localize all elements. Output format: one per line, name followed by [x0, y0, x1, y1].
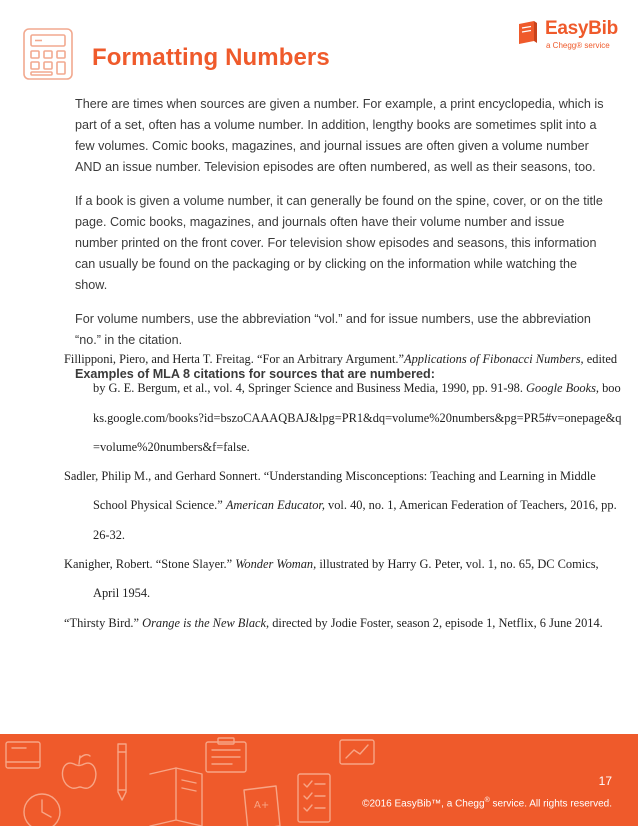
clock-icon: [24, 794, 60, 826]
brand-tagline: a Chegg® service: [546, 41, 610, 50]
calculator-icon: [20, 26, 76, 82]
easybib-book-logo-icon: [516, 20, 540, 46]
citation-title: Orange is the New Black,: [142, 615, 270, 630]
citation-text: Fillipponi, Piero, and Herta T. Freitag. “For an Arbitrary Argument.”: [64, 352, 404, 366]
citation-text: vol. 40, no. 1, American Federation of Teachers, 2016, pp. 26-32.: [93, 498, 617, 542]
tablet-icon: [6, 742, 40, 768]
citation-text: illustrated by Harry G. Peter, vol. 1, no. 65, DC Comics, April 1954.: [93, 557, 599, 601]
book-icon: [150, 768, 202, 826]
copyright-text: service. All rights reserved.: [489, 798, 612, 810]
page-number: 17: [598, 774, 612, 788]
page-title: Formatting Numbers: [92, 44, 330, 71]
examples-heading: Examples of MLA 8 citations for sources that are numbered:: [75, 367, 435, 381]
registered-mark: ®: [484, 797, 490, 804]
paragraph: For volume numbers, use the abbreviation “vol.” and for issue numbers, use the abbreviation “no.” in the citation.: [75, 312, 591, 347]
paragraph: There are times when sources are given a number. For example, a print encyclopedia, which is part of a set, often has a volume number. In addition, lengthy books are sometimes split into a few volumes. Comic books, magazines, and journal issues are often given a volume number AND an issue number. Television episodes are often numbered, as well as their seasons, too.: [75, 97, 604, 174]
pencil-icon: [118, 744, 126, 800]
brand-name: EasyBib: [545, 18, 618, 39]
checklist-icon: [298, 774, 330, 822]
citation-title: Wonder Woman,: [235, 557, 317, 572]
citation-text: Kanigher, Robert. “Stone Slayer.”: [64, 557, 236, 572]
copyright-text: ©2016 EasyBib™, a Chegg: [362, 798, 485, 810]
citation: [64, 345, 622, 462]
test-paper-icon: [244, 786, 280, 826]
paragraph: If a book is given a volume number, it can generally be found on the spine, cover, or on the title page. Comic books, magazines, and journals often have their volume number and issue number printed on the front cover. For television show episodes and seasons, this information can usually be found on the packaging or by clicking on the information while watching the show.: [75, 194, 603, 292]
citation-text: Sadler, Philip M., and Gerhard Sonnert. “Understanding Misconceptions: Teaching and Learning in Middle School Physical Science.”: [64, 469, 596, 513]
citation-text: directed by Jodie Foster, season 2, episode 1, Netflix, 6 June 2014.: [269, 615, 603, 630]
citation: [64, 550, 622, 609]
citation: [64, 609, 622, 638]
chart-board-icon: [340, 740, 374, 764]
document-icon: [206, 738, 246, 772]
citation-title: Google Books,: [526, 381, 599, 396]
easybib-brand: [516, 14, 628, 54]
citation-title: Applications of Fibonacci Numbers,: [404, 352, 584, 366]
footer-decoration: [0, 734, 440, 826]
citation: [64, 462, 622, 550]
citation-list: [64, 345, 622, 638]
apple-icon: [62, 755, 95, 789]
citation-text: “Thirsty Bird.”: [64, 615, 143, 630]
citation-title: American Educator,: [225, 498, 325, 513]
svg-text:A+: A+: [254, 800, 270, 811]
footer: [0, 734, 638, 826]
citation-url: books.google.com/books?id=bszoCAAAQBAJ&lpg=PR1&dq=volume%20numbers&pg=PR5#v=onepage&q=volume%20numbers&f=false.: [93, 381, 622, 454]
copyright: [362, 797, 612, 809]
citation-text: edited by G. E. Bergum, et al., vol. 4, Springer Science and Business Media, 1990, pp. 91-98.: [93, 352, 618, 396]
